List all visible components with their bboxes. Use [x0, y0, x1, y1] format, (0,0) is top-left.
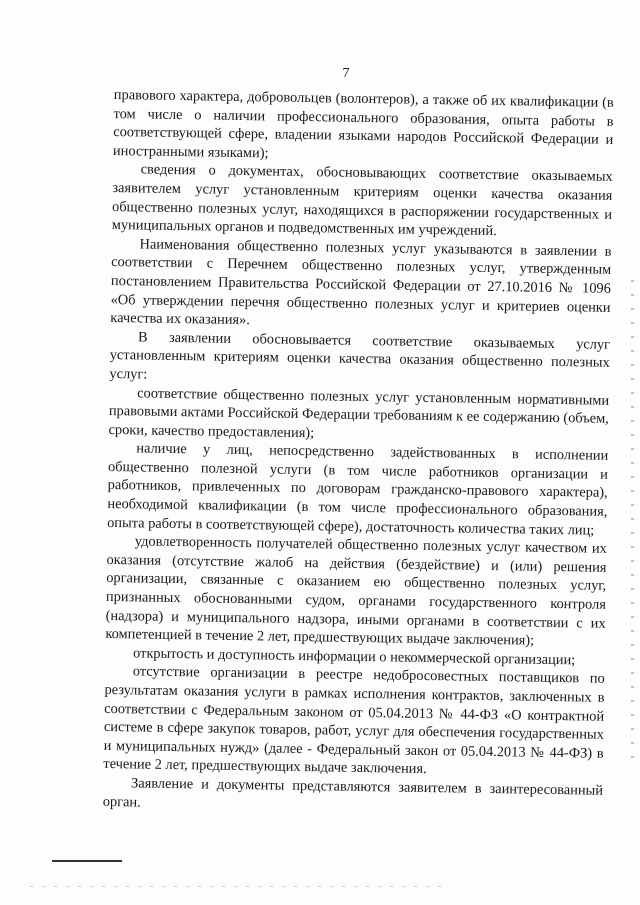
paragraph-9: отсутствие организации в реестре недобросовестных поставщиков по результатам оказания услуги в рамках исполнения контрактов, заключенных в соответствии с Федеральным законом от 05.04.2013 № 44-ФЗ «О контрактной системе в сфере закупок товаров, работ, услуг для обеспечения государственных и муниципальных нужд» (далее - Федеральный закон от 05.04.2013 № 44-ФЗ) в течение 2 лет, предшествующих выдаче заключения.	[103, 663, 605, 778]
scan-bottom-artifact	[30, 886, 450, 887]
paragraph-1: правового характера, добровольцев (волонтеров), а также об их квалификации (в том числе о наличии профессионального образования, опыта работы в соответствующей сфере, владении языками народов Российской Федерации и иностранными языками);	[112, 86, 614, 162]
paragraph-8: открытость и доступность информации о некоммерческой организации;	[132, 645, 576, 669]
page-number: 7	[342, 66, 350, 81]
paragraph-6: наличие у лиц, непосредственно задействованных в исполнении общественно полезной услуги (в том числе работников организации и работников, привлеченных по договорам гражданско-правового характера), необходимой квалификации (в том числе профессионального образования, опыта работы в соответствующей сфере), достаточность количества таких лиц;	[107, 440, 609, 539]
paragraph-10: Заявление и документы представляются заявителем в заинтересованный орган.	[102, 775, 604, 811]
paragraph-7: удовлетворенность получателей общественно полезных услуг качеством их оказания (отсутствие жалоб на действия (бездействие) и (или) решения организации, связанные с оказанием ею общественно полезных услуг, признанных обоснованными судом, органами государственного контроля (надзора) и муниципального надзора, иными органами в соответствии с их компетенцией в течение 2 лет, предшествующих выдаче заключения);	[105, 533, 607, 649]
paragraph-4: В заявлении обосновывается соответствие оказываемых услуг установленным критериям оценки качества оказания общественно полезных услуг:	[109, 329, 611, 383]
paragraph-2: сведения о документах, обосновывающих соответствие оказываемых заявителем услуг установленным критериям оценки качества оказания общественно полезных услуг, находящихся в распоряжении государственных и муниципальных органов и подведомственных им учреждений.	[111, 161, 613, 240]
document-body	[103, 86, 614, 819]
footnote-separator	[52, 860, 122, 862]
paragraph-5: соответствие общественно полезных услуг установленным нормативными правовыми актами Российской Федерации требованиям к ее содержанию (объем, сроки, качество предоставления);	[108, 384, 610, 441]
scan-edge-artifact	[631, 280, 634, 760]
paragraph-3: Наименования общественно полезных услуг указываются в заявлении в соответствии с Перечнем общественно полезных услуг, утвержденным постановлением Правительства Российской Федерации от 27.10.2016 № 1096 «Об утверждении перечня общественно полезных услуг и критериев оценки качества их оказания».	[110, 236, 612, 329]
